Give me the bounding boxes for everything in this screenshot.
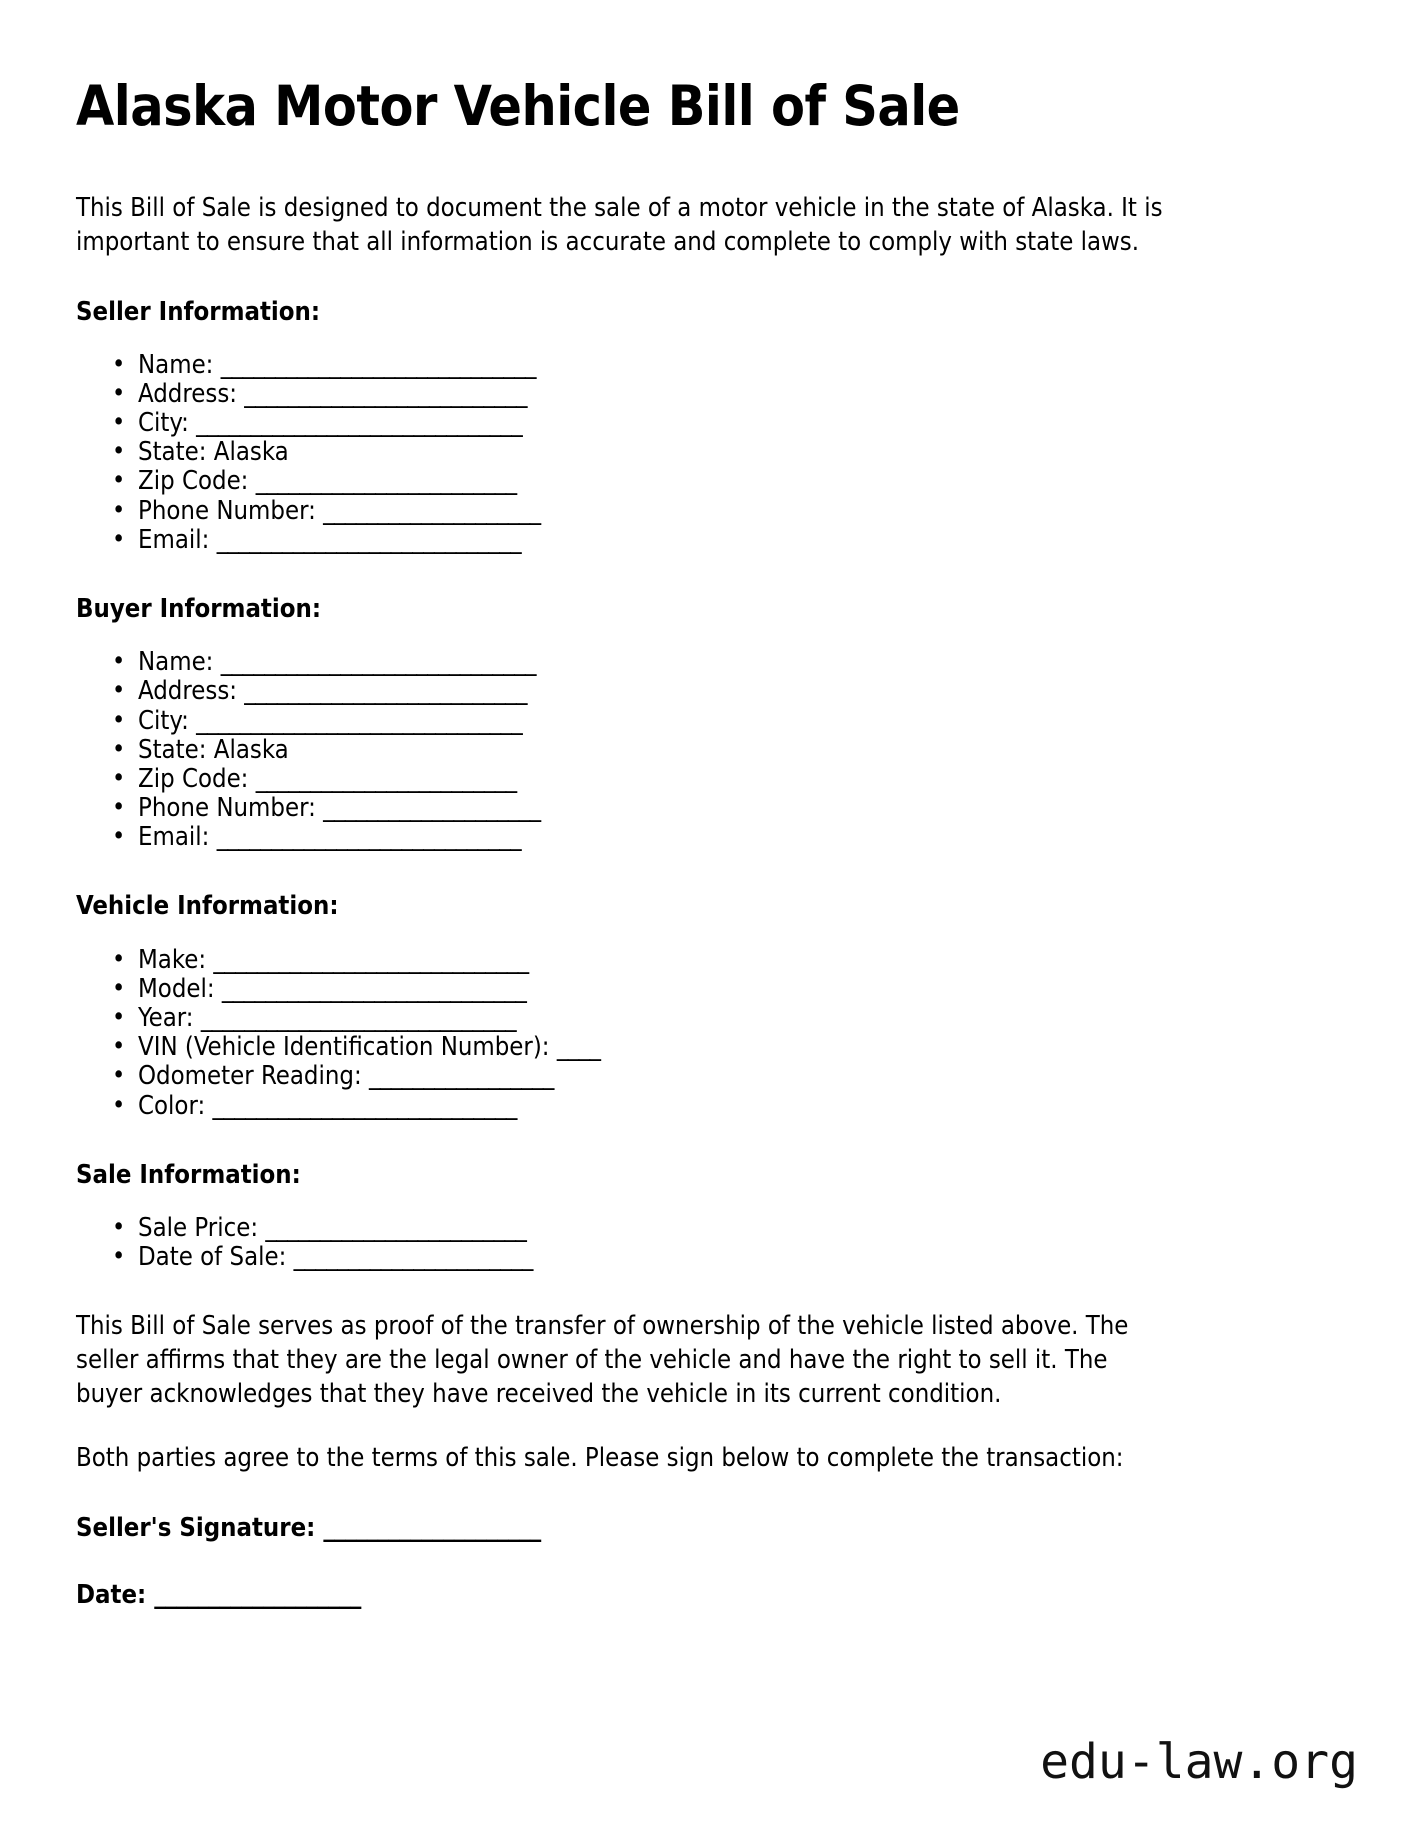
list-item (76, 1004, 1346, 1033)
field-blank[interactable]: _____________________________ (213, 944, 529, 975)
list-item (76, 467, 1346, 496)
site-watermark: edu-law.org (1040, 1734, 1358, 1790)
sale-section-heading: Sale Information: (76, 1159, 301, 1190)
field-blank[interactable]: ____________________________ (216, 822, 521, 853)
seller-signature-label: Seller's Signature: (76, 1512, 316, 1543)
date-blank[interactable]: ___________________ (154, 1580, 361, 1611)
list-item (76, 946, 1346, 975)
field-label: Model: (138, 973, 215, 1004)
field-label: Odometer Reading: (138, 1061, 362, 1092)
list-item (76, 497, 1346, 526)
field-blank[interactable]: _____________________________ (220, 349, 536, 380)
field-label: Address: (138, 378, 237, 409)
intro-paragraph: This Bill of Sale is designed to document the sale of a motor vehicle in the state of Alaska. It is important to ensure that all information is accurate and complete to comply with state laws. (76, 192, 1163, 257)
closing-paragraph-2: Both parties agree to the terms of this sale. Please sign below to complete the transaction: (76, 1442, 1124, 1473)
list-item (76, 677, 1346, 706)
list-item (76, 794, 1346, 823)
field-blank[interactable]: ____________________ (323, 793, 541, 824)
list-item (76, 707, 1346, 736)
field-blank[interactable]: ____________________________ (212, 1090, 517, 1121)
field-label: Email: (138, 524, 210, 555)
page-title: Alaska Motor Vehicle Bill of Sale (76, 74, 960, 138)
list-item (76, 648, 1346, 677)
buyer-section-heading: Buyer Information: (76, 594, 322, 625)
field-label: Date of Sale: (138, 1242, 287, 1273)
date-label: Date: (76, 1580, 147, 1611)
field-value: Alaska (213, 734, 289, 765)
closing-paragraph-1: This Bill of Sale serves as proof of the transfer of ownership of the vehicle listed above. The seller affirms that they are the legal owner of the vehicle and have the right to sell it. The buyer acknowledges that they have received the vehicle in its current condition. (76, 1311, 1129, 1410)
field-label: Make: (138, 944, 207, 975)
field-label: City: (138, 705, 189, 736)
list-item (76, 765, 1346, 794)
field-label: State: (138, 437, 207, 468)
buyer-field-list (76, 648, 1346, 852)
field-blank[interactable]: ______________________ (293, 1242, 533, 1273)
list-item (76, 438, 1346, 467)
list-item (76, 736, 1346, 765)
field-label: Name: (138, 349, 214, 380)
field-blank[interactable]: _____________________________ (200, 1002, 516, 1033)
field-blank[interactable]: ____________________________ (221, 973, 527, 1004)
field-blank[interactable]: ______________________________ (196, 705, 523, 736)
list-item (76, 1243, 1346, 1272)
field-label: Zip Code: (138, 466, 249, 497)
field-label: Name: (138, 647, 214, 678)
field-value: Alaska (213, 437, 289, 468)
vehicle-field-list (76, 946, 1346, 1121)
field-label: Zip Code: (138, 763, 249, 794)
field-label: Color: (138, 1090, 206, 1121)
field-label: Phone Number: (138, 793, 316, 824)
vehicle-section-heading: Vehicle Information: (76, 891, 339, 922)
field-label: Phone Number: (138, 495, 316, 526)
field-blank[interactable]: _____________________________ (220, 647, 536, 678)
list-item (76, 823, 1346, 852)
field-label: Year: (138, 1002, 194, 1033)
list-item (76, 380, 1346, 409)
field-label: Sale Price: (138, 1212, 259, 1243)
list-item (76, 526, 1346, 555)
field-blank[interactable]: ____ (556, 1032, 601, 1063)
field-blank[interactable]: ________________________ (255, 466, 517, 497)
field-blank[interactable]: ____________________________ (216, 524, 521, 555)
seller-field-list (76, 351, 1346, 555)
list-item (76, 409, 1346, 438)
list-item (76, 1092, 1346, 1121)
field-label: City: (138, 408, 189, 439)
field-blank[interactable]: ________________________ (255, 763, 517, 794)
list-item (76, 1214, 1346, 1243)
field-label: State: (138, 734, 207, 765)
field-blank[interactable]: ____________________ (323, 495, 541, 526)
seller-section-heading: Seller Information: (76, 296, 321, 327)
field-blank[interactable]: _________________ (369, 1061, 554, 1092)
seller-signature-blank[interactable]: ____________________ (323, 1512, 541, 1543)
field-label: Address: (138, 676, 237, 707)
field-blank[interactable]: ______________________________ (196, 408, 523, 439)
field-label: VIN (Vehicle Identification Number): (138, 1032, 550, 1063)
seller-signature-line (76, 1512, 1346, 1545)
field-blank[interactable]: __________________________ (244, 676, 527, 707)
list-item (76, 975, 1346, 1004)
list-item (76, 1062, 1346, 1091)
list-item (76, 351, 1346, 380)
field-blank[interactable]: ________________________ (265, 1212, 527, 1243)
list-item (76, 1033, 1346, 1062)
field-blank[interactable]: __________________________ (244, 378, 527, 409)
sale-field-list (76, 1214, 1346, 1272)
field-label: Email: (138, 822, 210, 853)
date-line (76, 1579, 1346, 1612)
